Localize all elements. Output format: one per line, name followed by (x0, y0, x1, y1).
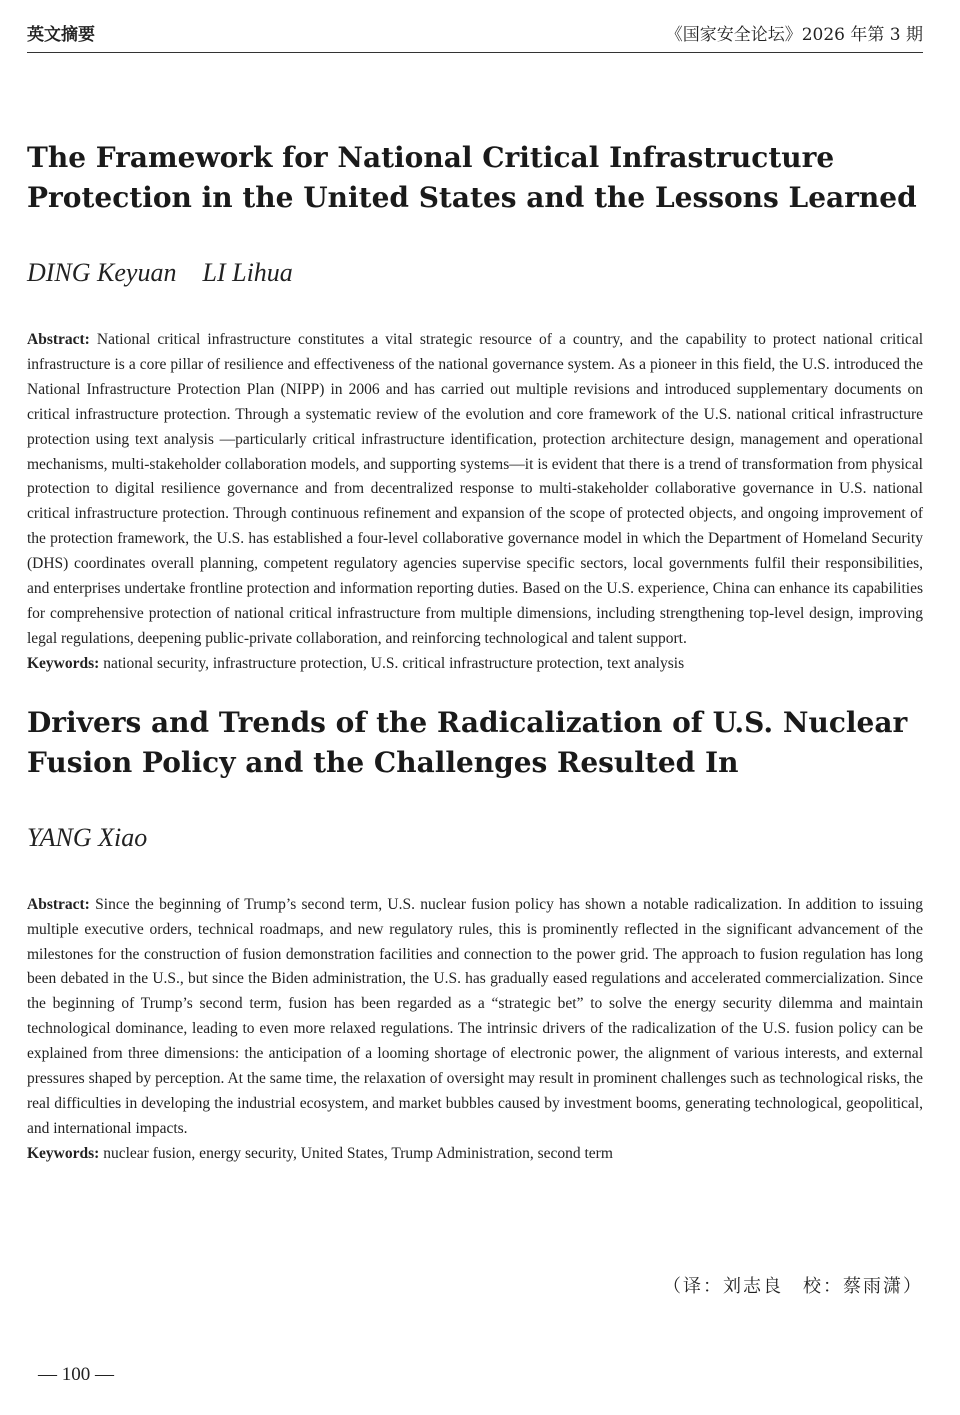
page-number: — 100 — (38, 1364, 114, 1385)
running-header (27, 22, 923, 53)
abstract-label: Abstract: (27, 895, 90, 913)
keywords-label: Keywords: (27, 654, 100, 672)
abstract (27, 328, 923, 652)
authors (27, 258, 923, 288)
author: LI Lihua (202, 258, 293, 287)
article-1 (27, 138, 923, 677)
abstract-text: National critical infrastructure constitutes a vital strategic resource of a country, and the capability to protect national critical infrastructure is a core pillar of resilience and effectiveness of the national governance system. As a pioneer in this field, the U.S. introduced the National Infrastructure Protection Plan (NIPP) in 2006 and has carried out multiple revisions and introduced supplementary documents on critical infrastructure protection. Through a systematic review of the evolution and core framework of the U.S. national critical infrastructure protection using text analysis —particularly critical infrastructure identification, protection architecture design, management and operational mechanisms, multi-stakeholder collaboration models, and supporting systems—it is evident that there is a trend of transformation from physical protection to digital resilience governance and from decentralized response to multi-stakeholder collaborative governance in U.S. national critical infrastructure protection. Through continuous refinement and expansion of the scope of protected objects, and ongoing improvement of the protection framework, the U.S. has established a four-level collaborative governance model in which the Department of Homeland Security (DHS) coordinates overall planning, competent regulatory agencies supervise specific sectors, local governments fulfil their responsibilities, and enterprises undertake frontline protection and information reporting duties. Based on the U.S. experience, China can enhance its capabilities for comprehensive protection of national critical infrastructure from multiple dimensions, including strengthening top-level design, improving legal regulations, deepening public-private collaboration, and reinforcing technological and talent support. (27, 331, 923, 647)
author: YANG Xiao (27, 822, 148, 852)
article-2 (27, 703, 923, 1167)
keywords-text: national security, infrastructure protection, U.S. critical infrastructure protection, text analysis (103, 654, 685, 672)
abstract (27, 893, 923, 1142)
translation-credits: （译：刘志良 校：蔡雨潇） (663, 1276, 923, 1297)
abstract-label: Abstract: (27, 331, 90, 348)
keywords-text: nuclear fusion, energy security, United States, Trump Administration, second term (103, 1144, 613, 1162)
keywords-label: Keywords: (27, 1144, 100, 1162)
keywords (27, 1142, 923, 1167)
author: DING Keyuan (27, 258, 177, 287)
article-title: The Framework for National Critical Infrastructure Protection in the United States and the Lessons Learned (27, 141, 917, 214)
abstract-text: Since the beginning of Trump’s second term, U.S. nuclear fusion policy has shown a notable radicalization. In addition to issuing multiple executive orders, technical roadmaps, and new regulatory rules, this is prominently reflected in the significant advancement of the milestones for the construction of fusion demonstration facilities and connection to the power grid. The approach to fusion regulation has long been debated in the U.S., but since the Biden administration, the U.S. has gradually eased regulations and accelerated commercialization. Since the beginning of Trump’s second term, fusion has been regarded as a “strategic bet” to solve the energy security dilemma and maintain technological dominance, leading to even more relaxed regulations. The intrinsic drivers of the radicalization of the U.S. fusion policy can be explained from three dimensions: the anticipation of a looming shortage of electronic power, the alignment of various interests, and external pressures shaped by perception. At the same time, the relaxation of oversight may result in prominent challenges such as technological risks, the real difficulties in developing the industrial ecosystem, and market bubbles caused by investment booms, generating technological, geopolitical, and international impacts. (27, 895, 924, 1137)
journal-issue: 《国家安全论坛》2026 年第 3 期 (665, 25, 923, 45)
keywords (27, 652, 923, 677)
article-title: Drivers and Trends of the Radicalization of U.S. Nuclear Fusion Policy and the Challenges Resulted In (27, 705, 908, 779)
authors (27, 823, 923, 853)
section-label: 英文摘要 (27, 25, 95, 45)
main-content (27, 138, 923, 1167)
